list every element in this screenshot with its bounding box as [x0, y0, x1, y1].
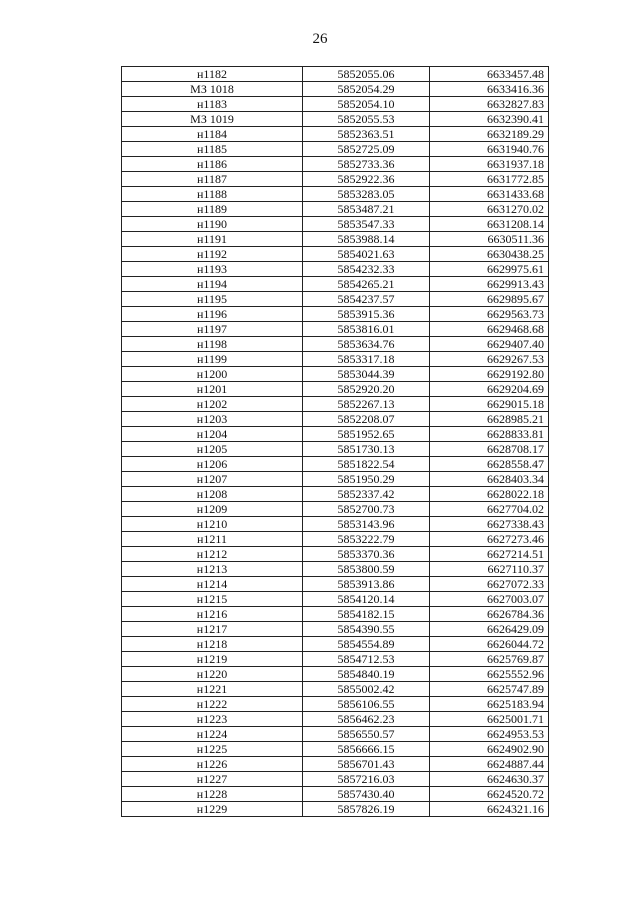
- x-coordinate-cell: 5857430.40: [303, 787, 430, 802]
- y-coordinate-cell: 6632827.83: [430, 97, 549, 112]
- table-row: [122, 472, 549, 487]
- y-coordinate-cell: 6629015.18: [430, 397, 549, 412]
- point-name-cell: н1218: [122, 637, 303, 652]
- y-coordinate-cell: 6624953.53: [430, 727, 549, 742]
- y-coordinate-cell: 6626784.36: [430, 607, 549, 622]
- y-coordinate-cell: 6626429.09: [430, 622, 549, 637]
- point-name-cell: н1190: [122, 217, 303, 232]
- point-name-cell: н1186: [122, 157, 303, 172]
- table-row: [122, 427, 549, 442]
- y-coordinate-cell: 6629975.61: [430, 262, 549, 277]
- y-coordinate-cell: 6625769.87: [430, 652, 549, 667]
- table-row: [122, 262, 549, 277]
- x-coordinate-cell: 5853283.05: [303, 187, 430, 202]
- x-coordinate-cell: 5851950.29: [303, 472, 430, 487]
- y-coordinate-cell: 6631433.68: [430, 187, 549, 202]
- table-row: [122, 322, 549, 337]
- point-name-cell: н1192: [122, 247, 303, 262]
- y-coordinate-cell: 6631937.18: [430, 157, 549, 172]
- x-coordinate-cell: 5853800.59: [303, 562, 430, 577]
- y-coordinate-cell: 6631208.14: [430, 217, 549, 232]
- y-coordinate-cell: 6629192.80: [430, 367, 549, 382]
- y-coordinate-cell: 6633457.48: [430, 67, 549, 82]
- x-coordinate-cell: 5855002.42: [303, 682, 430, 697]
- y-coordinate-cell: 6633416.36: [430, 82, 549, 97]
- point-name-cell: н1210: [122, 517, 303, 532]
- coordinates-table: [121, 66, 549, 817]
- x-coordinate-cell: 5854840.19: [303, 667, 430, 682]
- y-coordinate-cell: 6628022.18: [430, 487, 549, 502]
- table-row: [122, 457, 549, 472]
- y-coordinate-cell: 6626044.72: [430, 637, 549, 652]
- point-name-cell: н1197: [122, 322, 303, 337]
- point-name-cell: н1223: [122, 712, 303, 727]
- table-row: [122, 97, 549, 112]
- y-coordinate-cell: 6632189.29: [430, 127, 549, 142]
- table-row: [122, 727, 549, 742]
- table-row: [122, 412, 549, 427]
- point-name-cell: н1215: [122, 592, 303, 607]
- table-row: [122, 547, 549, 562]
- x-coordinate-cell: 5853913.86: [303, 577, 430, 592]
- table-row: [122, 577, 549, 592]
- y-coordinate-cell: 6629468.68: [430, 322, 549, 337]
- table-row: [122, 187, 549, 202]
- table-row: [122, 742, 549, 757]
- table-row: [122, 787, 549, 802]
- table-row: [122, 652, 549, 667]
- point-name-cell: н1228: [122, 787, 303, 802]
- point-name-cell: н1184: [122, 127, 303, 142]
- point-name-cell: н1195: [122, 292, 303, 307]
- x-coordinate-cell: 5852054.10: [303, 97, 430, 112]
- x-coordinate-cell: 5854120.14: [303, 592, 430, 607]
- table-row: [122, 67, 549, 82]
- x-coordinate-cell: 5857216.03: [303, 772, 430, 787]
- table-row: [122, 157, 549, 172]
- x-coordinate-cell: 5852922.36: [303, 172, 430, 187]
- y-coordinate-cell: 6627338.43: [430, 517, 549, 532]
- y-coordinate-cell: 6624902.90: [430, 742, 549, 757]
- x-coordinate-cell: 5854712.53: [303, 652, 430, 667]
- x-coordinate-cell: 5852733.36: [303, 157, 430, 172]
- table-row: [122, 772, 549, 787]
- point-name-cell: н1220: [122, 667, 303, 682]
- x-coordinate-cell: 5854232.33: [303, 262, 430, 277]
- x-coordinate-cell: 5852055.06: [303, 67, 430, 82]
- point-name-cell: н1182: [122, 67, 303, 82]
- y-coordinate-cell: 6629563.73: [430, 307, 549, 322]
- x-coordinate-cell: 5854265.21: [303, 277, 430, 292]
- table-row: [122, 442, 549, 457]
- x-coordinate-cell: 5856462.23: [303, 712, 430, 727]
- point-name-cell: н1217: [122, 622, 303, 637]
- table-row: [122, 682, 549, 697]
- table-row: [122, 397, 549, 412]
- y-coordinate-cell: 6630438.25: [430, 247, 549, 262]
- y-coordinate-cell: 6625001.71: [430, 712, 549, 727]
- table-row: [122, 217, 549, 232]
- point-name-cell: н1205: [122, 442, 303, 457]
- y-coordinate-cell: 6629913.43: [430, 277, 549, 292]
- y-coordinate-cell: 6631270.02: [430, 202, 549, 217]
- table-row: [122, 142, 549, 157]
- point-name-cell: н1199: [122, 352, 303, 367]
- table-row: [122, 292, 549, 307]
- x-coordinate-cell: 5853816.01: [303, 322, 430, 337]
- point-name-cell: МЗ 1018: [122, 82, 303, 97]
- y-coordinate-cell: 6625183.94: [430, 697, 549, 712]
- x-coordinate-cell: 5852055.53: [303, 112, 430, 127]
- point-name-cell: н1204: [122, 427, 303, 442]
- x-coordinate-cell: 5854237.57: [303, 292, 430, 307]
- x-coordinate-cell: 5851730.13: [303, 442, 430, 457]
- point-name-cell: н1211: [122, 532, 303, 547]
- point-name-cell: н1189: [122, 202, 303, 217]
- x-coordinate-cell: 5856550.57: [303, 727, 430, 742]
- point-name-cell: н1201: [122, 382, 303, 397]
- table-row: [122, 82, 549, 97]
- y-coordinate-cell: 6627003.07: [430, 592, 549, 607]
- x-coordinate-cell: 5856666.15: [303, 742, 430, 757]
- point-name-cell: н1213: [122, 562, 303, 577]
- y-coordinate-cell: 6627110.37: [430, 562, 549, 577]
- point-name-cell: н1193: [122, 262, 303, 277]
- y-coordinate-cell: 6629204.69: [430, 382, 549, 397]
- point-name-cell: н1183: [122, 97, 303, 112]
- y-coordinate-cell: 6628708.17: [430, 442, 549, 457]
- x-coordinate-cell: 5852363.51: [303, 127, 430, 142]
- y-coordinate-cell: 6628403.34: [430, 472, 549, 487]
- x-coordinate-cell: 5853915.36: [303, 307, 430, 322]
- y-coordinate-cell: 6627704.02: [430, 502, 549, 517]
- y-coordinate-cell: 6631772.85: [430, 172, 549, 187]
- point-name-cell: н1219: [122, 652, 303, 667]
- x-coordinate-cell: 5852920.20: [303, 382, 430, 397]
- table-row: [122, 562, 549, 577]
- x-coordinate-cell: 5853988.14: [303, 232, 430, 247]
- table-row: [122, 232, 549, 247]
- x-coordinate-cell: 5856701.43: [303, 757, 430, 772]
- y-coordinate-cell: 6630511.36: [430, 232, 549, 247]
- point-name-cell: н1200: [122, 367, 303, 382]
- y-coordinate-cell: 6624630.37: [430, 772, 549, 787]
- y-coordinate-cell: 6624321.16: [430, 802, 549, 817]
- x-coordinate-cell: 5856106.55: [303, 697, 430, 712]
- point-name-cell: н1225: [122, 742, 303, 757]
- y-coordinate-cell: 6625552.96: [430, 667, 549, 682]
- table-row: [122, 532, 549, 547]
- table-row: [122, 202, 549, 217]
- x-coordinate-cell: 5853222.79: [303, 532, 430, 547]
- y-coordinate-cell: 6627072.33: [430, 577, 549, 592]
- x-coordinate-cell: 5854182.15: [303, 607, 430, 622]
- y-coordinate-cell: 6624520.72: [430, 787, 549, 802]
- x-coordinate-cell: 5853317.18: [303, 352, 430, 367]
- point-name-cell: н1216: [122, 607, 303, 622]
- table-row: [122, 802, 549, 817]
- table-row: [122, 487, 549, 502]
- table-row: [122, 367, 549, 382]
- y-coordinate-cell: 6627214.51: [430, 547, 549, 562]
- point-name-cell: н1229: [122, 802, 303, 817]
- x-coordinate-cell: 5854021.63: [303, 247, 430, 262]
- x-coordinate-cell: 5854390.55: [303, 622, 430, 637]
- point-name-cell: н1208: [122, 487, 303, 502]
- x-coordinate-cell: 5853044.39: [303, 367, 430, 382]
- x-coordinate-cell: 5852337.42: [303, 487, 430, 502]
- point-name-cell: н1194: [122, 277, 303, 292]
- x-coordinate-cell: 5853547.33: [303, 217, 430, 232]
- point-name-cell: н1221: [122, 682, 303, 697]
- x-coordinate-cell: 5857826.19: [303, 802, 430, 817]
- point-name-cell: н1188: [122, 187, 303, 202]
- table-row: [122, 382, 549, 397]
- point-name-cell: н1191: [122, 232, 303, 247]
- point-name-cell: н1196: [122, 307, 303, 322]
- table-row: [122, 757, 549, 772]
- point-name-cell: н1224: [122, 727, 303, 742]
- x-coordinate-cell: 5851952.65: [303, 427, 430, 442]
- point-name-cell: н1214: [122, 577, 303, 592]
- x-coordinate-cell: 5853634.76: [303, 337, 430, 352]
- point-name-cell: н1209: [122, 502, 303, 517]
- table-row: [122, 697, 549, 712]
- y-coordinate-cell: 6631940.76: [430, 142, 549, 157]
- table-row: [122, 337, 549, 352]
- x-coordinate-cell: 5852054.29: [303, 82, 430, 97]
- table-row: [122, 352, 549, 367]
- point-name-cell: н1212: [122, 547, 303, 562]
- x-coordinate-cell: 5854554.89: [303, 637, 430, 652]
- point-name-cell: н1222: [122, 697, 303, 712]
- y-coordinate-cell: 6629407.40: [430, 337, 549, 352]
- point-name-cell: н1206: [122, 457, 303, 472]
- point-name-cell: н1198: [122, 337, 303, 352]
- table-row: [122, 172, 549, 187]
- x-coordinate-cell: 5852725.09: [303, 142, 430, 157]
- x-coordinate-cell: 5852700.73: [303, 502, 430, 517]
- table-row: [122, 307, 549, 322]
- table-row: [122, 517, 549, 532]
- table-row: [122, 247, 549, 262]
- x-coordinate-cell: 5852267.13: [303, 397, 430, 412]
- x-coordinate-cell: 5853487.21: [303, 202, 430, 217]
- point-name-cell: н1227: [122, 772, 303, 787]
- table-row: [122, 607, 549, 622]
- y-coordinate-cell: 6627273.46: [430, 532, 549, 547]
- y-coordinate-cell: 6629895.67: [430, 292, 549, 307]
- table-row: [122, 622, 549, 637]
- point-name-cell: н1226: [122, 757, 303, 772]
- point-name-cell: н1207: [122, 472, 303, 487]
- x-coordinate-cell: 5853370.36: [303, 547, 430, 562]
- y-coordinate-cell: 6625747.89: [430, 682, 549, 697]
- point-name-cell: н1203: [122, 412, 303, 427]
- point-name-cell: н1202: [122, 397, 303, 412]
- table-row: [122, 112, 549, 127]
- table-row: [122, 127, 549, 142]
- table-row: [122, 502, 549, 517]
- table-row: [122, 637, 549, 652]
- point-name-cell: МЗ 1019: [122, 112, 303, 127]
- y-coordinate-cell: 6628985.21: [430, 412, 549, 427]
- table-row: [122, 592, 549, 607]
- coordinates-table-body: [122, 67, 549, 817]
- page-number: 26: [312, 31, 328, 47]
- x-coordinate-cell: 5852208.07: [303, 412, 430, 427]
- y-coordinate-cell: 6628558.47: [430, 457, 549, 472]
- y-coordinate-cell: 6624887.44: [430, 757, 549, 772]
- table-row: [122, 667, 549, 682]
- x-coordinate-cell: 5851822.54: [303, 457, 430, 472]
- table-row: [122, 277, 549, 292]
- point-name-cell: н1185: [122, 142, 303, 157]
- y-coordinate-cell: 6629267.53: [430, 352, 549, 367]
- table-row: [122, 712, 549, 727]
- x-coordinate-cell: 5853143.96: [303, 517, 430, 532]
- y-coordinate-cell: 6632390.41: [430, 112, 549, 127]
- y-coordinate-cell: 6628833.81: [430, 427, 549, 442]
- point-name-cell: н1187: [122, 172, 303, 187]
